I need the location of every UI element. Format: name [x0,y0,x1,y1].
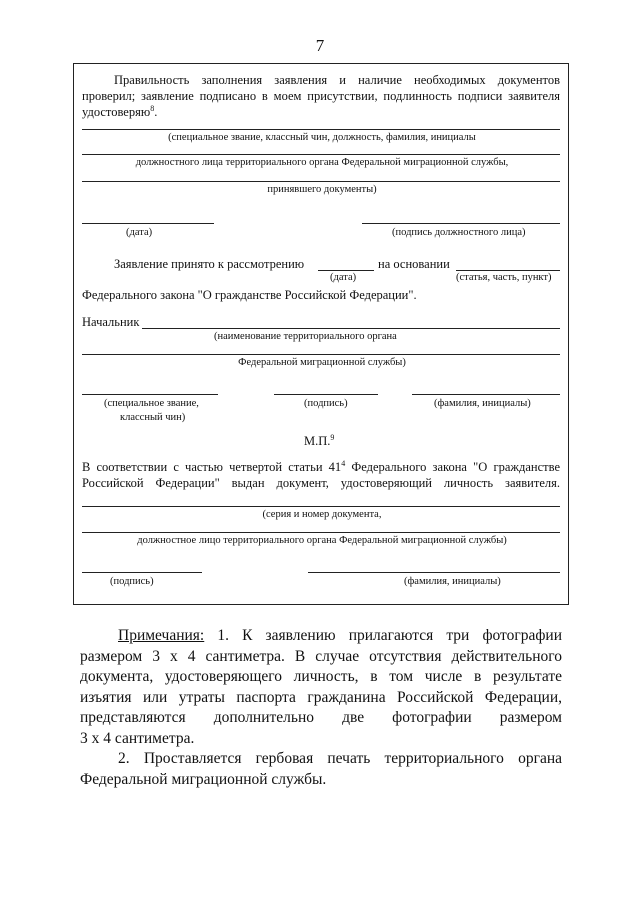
name-line-2 [412,394,560,395]
caption-doc-series: (серия и номер документа, [262,509,382,520]
note-1-line-6: 3 х 4 сантиметра. [80,729,195,747]
intro-line-1: Правильность заполнения заявления и наличие необходимых документов [114,73,560,87]
stamp-place: М.П.$^9$ [304,432,335,448]
note-1-line-4: изъятия или утраты паспорта гражданина Российской Федерации, [80,688,562,706]
federal-law: Федерального закона "О гражданстве Российской Федерации". [82,288,417,302]
intro-line-3: удостоверяю$^8$. [82,103,158,119]
footnote-8: 8 [150,103,155,113]
rank-line-1 [82,129,560,130]
caption-sig-official: (подпись должностного лица) [392,227,526,238]
date-line-2 [318,270,374,271]
form-box [73,63,569,605]
accepted-text: Заявление принято к рассмотрению [114,257,305,271]
caption-rank-2a: (специальное звание, [104,398,199,409]
caption-name-2: (фамилия, инициалы) [434,398,531,409]
rank-line-2 [82,394,218,395]
note-2-line-2: Федеральной миграционной службы. [80,770,327,788]
chief-label: Начальник [82,315,140,329]
page-number: 7 [315,36,325,55]
caption-org-name: (наименование территориального органа [214,331,397,342]
note-1-line-5: представляются дополнительно две фотографии размером [80,709,562,726]
accepted-basis: на основании [378,257,450,271]
sig-line-2 [274,394,378,395]
sig-line-3 [82,572,202,573]
article-line [456,270,560,271]
caption-article: (статья, часть, пункт) [456,272,552,283]
caption-sig-2: (подпись) [304,398,348,409]
date-line-1 [82,223,214,224]
caption-fms: Федеральной миграционной службы) [238,357,406,368]
caption-sig-3: (подпись) [110,576,154,587]
issued-line-2: Российской Федерации" выдан документ, удостоверяющий личность заявителя. [82,476,560,490]
intro-line-2: проверил; заявление подписано в моем присутствии, подлинность подписи заявителя [82,89,560,103]
caption-accepted: принявшего документы) [267,184,377,195]
caption-name-3: (фамилия, инициалы) [404,576,501,587]
caption-rank-2b: классный чин) [120,412,186,423]
article-superscript: 4 [341,458,346,468]
name-line-3 [308,572,560,573]
fms-line [82,354,560,355]
note-2-line-1: 2. Проставляется гербовая печать территориального органа [118,750,562,767]
official-line-1 [82,154,560,155]
caption-date-1: (дата) [126,227,153,238]
note-1-line-2: размером 3 х 4 сантиметра. В случае отсутствия действительного [80,647,562,665]
notes-label: Примечания: [118,627,205,644]
accepted-line [82,181,560,182]
caption-official-2: должностное лицо территориального органа Федеральной миграционной службы) [137,535,507,546]
note-1-line-1: Примечания: 1. К заявлению прилагаются три фотографии [118,627,562,644]
doc-series-line [82,506,560,507]
sig-official-line [362,223,560,224]
caption-date-2: (дата) [330,272,357,283]
footnote-9: 9 [330,432,335,442]
notes [80,626,562,790]
caption-rank-1: (специальное звание, классный чин, должность, фамилия, инициалы [168,132,476,143]
chief-line [142,328,560,329]
note-1-line-3: документа, удостоверяющего личность, в том числе в результате [80,668,562,685]
official-line-2 [82,532,560,533]
caption-official-1: должностного лица территориального органа Федеральной миграционной службы, [135,157,509,168]
issued-line-1: В соответствии с частью четвертой статьи $41^4$ Федерального закона "О гражданстве [82,458,560,474]
